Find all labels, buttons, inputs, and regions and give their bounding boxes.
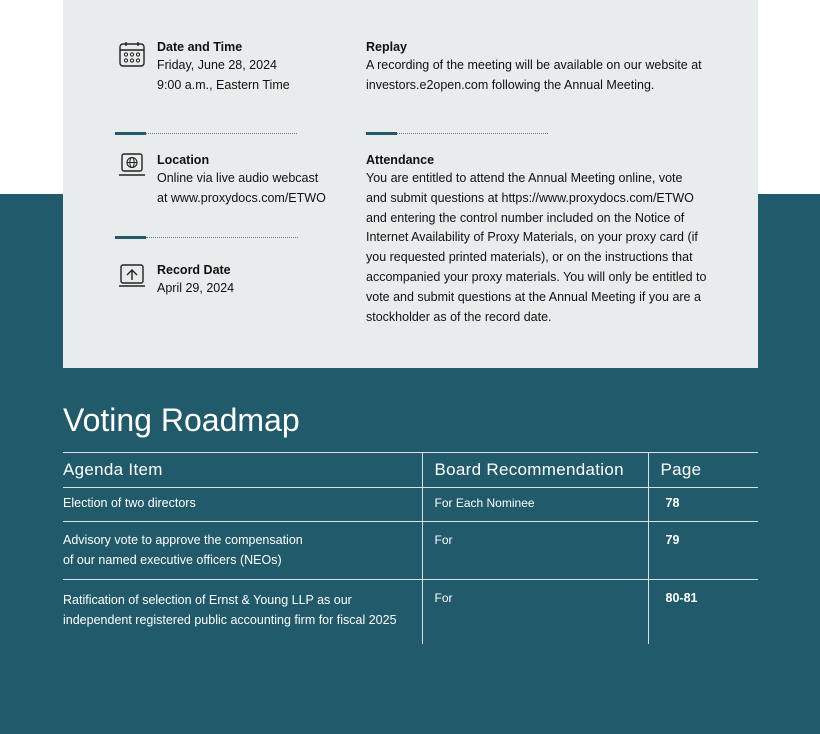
- agenda-text: Election of two directors: [63, 496, 196, 510]
- attendance-line: Internet Availability of Proxy Materials, on your proxy card (if: [366, 230, 698, 245]
- attendance-line: You are entitled to attend the Annual Meeting online, vote: [366, 171, 683, 185]
- attendance-line: and submit questions at https://www.proxydocs.com/ETWO: [366, 190, 694, 205]
- attendance-line: stockholder as of the record date.: [366, 309, 552, 324]
- attendance-line: accompanied your proxy materials. You will only be entitled to: [366, 269, 707, 284]
- agenda-text: Advisory vote to approve the compensation: [63, 533, 303, 547]
- table-header-row: [63, 453, 758, 488]
- record-date-value: April 29, 2024: [157, 281, 235, 295]
- attendance-label: Attendance: [366, 153, 435, 167]
- location-line2: at www.proxydocs.com/ETWO: [157, 190, 326, 205]
- page-cell: 78: [648, 488, 758, 522]
- board-cell: For Each Nominee: [422, 488, 648, 522]
- record-date-block: [157, 261, 234, 299]
- board-cell: For: [422, 522, 648, 580]
- record-date-label: Record Date: [157, 263, 231, 277]
- agenda-text: of our named executive officers (NEOs): [63, 552, 282, 567]
- board-cell: For: [422, 580, 648, 644]
- globe-laptop-icon: [118, 152, 146, 180]
- header-page: Page: [648, 453, 758, 488]
- date-time-label: Date and Time: [157, 40, 243, 54]
- agenda-text: independent registered public accounting firm for fiscal 2025: [63, 612, 397, 627]
- location-label: Location: [157, 153, 210, 167]
- attendance-line: vote and submit questions at the Annual Meeting if you are a: [366, 289, 701, 304]
- table-row: [63, 488, 758, 522]
- replay-label: Replay: [366, 40, 407, 54]
- date-time-date: Friday, June 28, 2024: [157, 58, 277, 72]
- upload-icon: [118, 262, 146, 290]
- agenda-cell: [63, 488, 422, 522]
- location-line1: Online via live audio webcast: [157, 171, 319, 185]
- page-cell: 79: [648, 522, 758, 580]
- date-time-block: [157, 38, 290, 96]
- location-block: [157, 151, 326, 209]
- calendar-icon: [118, 40, 146, 68]
- page-cell: 80-81: [665, 591, 698, 605]
- header-board-recommendation: Board Recommendation: [422, 453, 648, 488]
- attendance-block: [366, 151, 706, 327]
- table-row: [63, 522, 758, 580]
- date-time-time: 9:00 a.m., Eastern Time: [157, 77, 290, 92]
- agenda-text: Ratification of selection of Ernst & Young LLP as our: [63, 593, 352, 607]
- voting-roadmap-table: [63, 452, 758, 644]
- replay-block: [366, 38, 702, 96]
- replay-line: A recording of the meeting will be available on our website at: [366, 58, 702, 72]
- header-agenda-item: Agenda Item: [63, 453, 422, 488]
- replay-line: investors.e2open.com following the Annual Meeting.: [366, 77, 655, 92]
- agenda-cell: [63, 522, 422, 580]
- table-row: [63, 580, 758, 644]
- voting-roadmap-title: Voting Roadmap: [63, 402, 300, 438]
- attendance-line: you requested printed materials), or on the instructions that: [366, 250, 693, 265]
- attendance-line: and entering the control number included on the Notice of: [366, 210, 685, 225]
- agenda-cell: [63, 580, 422, 644]
- meeting-info-card: [63, 0, 758, 368]
